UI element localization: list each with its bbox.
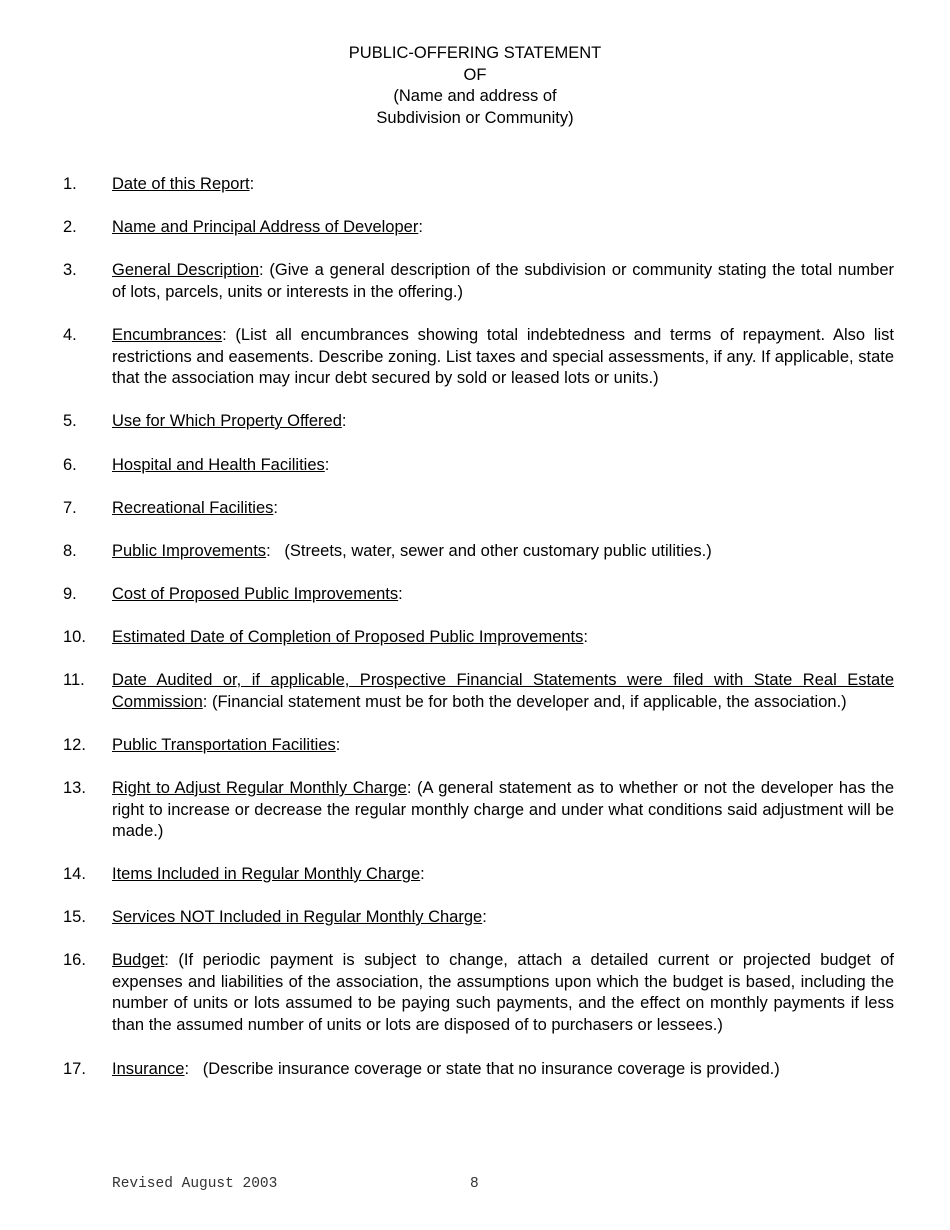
item-number: 15. xyxy=(63,908,86,926)
list-item-4 xyxy=(63,325,894,390)
item-number: 13. xyxy=(63,779,86,797)
item-title: Recreational Facilities xyxy=(112,499,274,517)
item-text: : xyxy=(482,908,487,926)
list-item-17 xyxy=(63,1059,894,1081)
list-item-8 xyxy=(63,541,894,563)
item-text: : (A general statement as to whether or not the developer has the right to increase or decrease the regular monthly charge and under what conditions said adjustment will be made.) xyxy=(112,779,895,840)
item-title: Use for Which Property Offered xyxy=(112,412,342,430)
header-subdivision: Subdivision or Community) xyxy=(376,108,574,127)
list-item-11 xyxy=(63,670,894,713)
item-title: Date Audited or, if applicable, Prospective Financial Statements were filed with State Real Estate Commission xyxy=(112,671,894,711)
item-number: 8. xyxy=(63,542,77,560)
item-text: : (Financial statement must be for both the developer and, if applicable, the association.) xyxy=(202,692,847,711)
header-name-address: (Name and address of xyxy=(393,87,557,105)
footer-revised: Revised August 2003 xyxy=(112,1176,278,1192)
item-text: : xyxy=(418,218,423,236)
item-text: : xyxy=(398,585,403,603)
item-text: : (List all encumbrances showing total indebtedness and terms of repayment. Also list restrictions and easements. Describe zoning. List taxes and special assessments, if any. If applicable, state that the association may incur debt secured by sold or leased lots or units.) xyxy=(112,326,895,387)
item-title: General Description xyxy=(112,261,260,279)
list-item-10 xyxy=(63,627,894,649)
item-text: : xyxy=(324,456,330,474)
item-text: : (Describe insurance coverage or state that no insurance coverage is provided.) xyxy=(184,1060,780,1078)
list-item-5 xyxy=(63,411,894,433)
item-text: : xyxy=(341,412,347,430)
list-item-15 xyxy=(63,907,894,929)
item-number: 4. xyxy=(63,326,77,344)
header-of: OF xyxy=(463,65,487,84)
item-text: : (If periodic payment is subject to change, attach a detailed current or projected budget of expenses and liabilities of the association, the assumptions upon which the budget is based, including the number of units or lots assumed to be paying such payments, and the effect on monthly payments if less than the assumed number of units or lots are disposed of to purchasers or lessees.) xyxy=(112,951,894,1034)
item-title: Items Included in Regular Monthly Charge xyxy=(112,865,421,883)
item-text: : xyxy=(273,499,278,517)
list-item-7 xyxy=(63,498,894,520)
item-number: 6. xyxy=(63,456,77,474)
item-text: : xyxy=(249,175,255,193)
item-number: 7. xyxy=(63,499,77,517)
item-title: Hospital and Health Facilities xyxy=(112,456,325,474)
item-number: 16. xyxy=(63,951,86,969)
item-title: Public Improvements xyxy=(112,542,267,560)
list-item-13 xyxy=(63,778,894,843)
list-item-2 xyxy=(63,217,894,239)
item-text: : (Give a general description of the subdivision or community stating the total number of lots, parcels, units or interests in the offering.) xyxy=(112,261,894,301)
item-text: : xyxy=(420,865,425,883)
item-title: Cost of Proposed Public Improvements xyxy=(112,585,399,603)
item-title: Public Transportation Facilities xyxy=(112,736,336,754)
item-number: 12. xyxy=(63,736,86,754)
item-title: Right to Adjust Regular Monthly Charge xyxy=(112,779,407,797)
item-number: 1. xyxy=(63,175,77,193)
list-item-6 xyxy=(63,455,894,477)
item-title: Budget xyxy=(112,951,165,969)
item-number: 10. xyxy=(63,628,86,646)
item-title: Encumbrances xyxy=(112,326,223,344)
item-number: 11. xyxy=(63,671,85,689)
header-title: PUBLIC-OFFERING STATEMENT xyxy=(348,44,602,62)
item-number: 2. xyxy=(63,218,77,236)
page-number: 8 xyxy=(470,1176,479,1192)
item-text: : xyxy=(583,628,588,646)
list-item-1 xyxy=(63,174,894,196)
item-title: Services NOT Included in Regular Monthly Charge xyxy=(112,908,483,926)
item-number: 3. xyxy=(63,261,77,279)
document-header xyxy=(0,43,950,129)
list-item-16 xyxy=(63,950,894,1036)
item-text: : (Streets, water, sewer and other customary public utilities.) xyxy=(266,542,712,560)
item-number: 9. xyxy=(63,585,77,603)
item-title: Date of this Report xyxy=(112,175,250,193)
item-number: 17. xyxy=(63,1060,86,1078)
list-item-3 xyxy=(63,260,894,303)
list-item-9 xyxy=(63,584,894,606)
item-number: 14. xyxy=(63,865,86,883)
item-title: Insurance xyxy=(112,1060,185,1078)
item-title: Name and Principal Address of Developer xyxy=(112,218,419,236)
item-title: Estimated Date of Completion of Proposed Public Improvements xyxy=(112,628,584,646)
list-item-14 xyxy=(63,864,894,886)
item-text: : xyxy=(335,736,341,754)
item-number: 5. xyxy=(63,412,77,430)
list-item-12 xyxy=(63,735,894,757)
